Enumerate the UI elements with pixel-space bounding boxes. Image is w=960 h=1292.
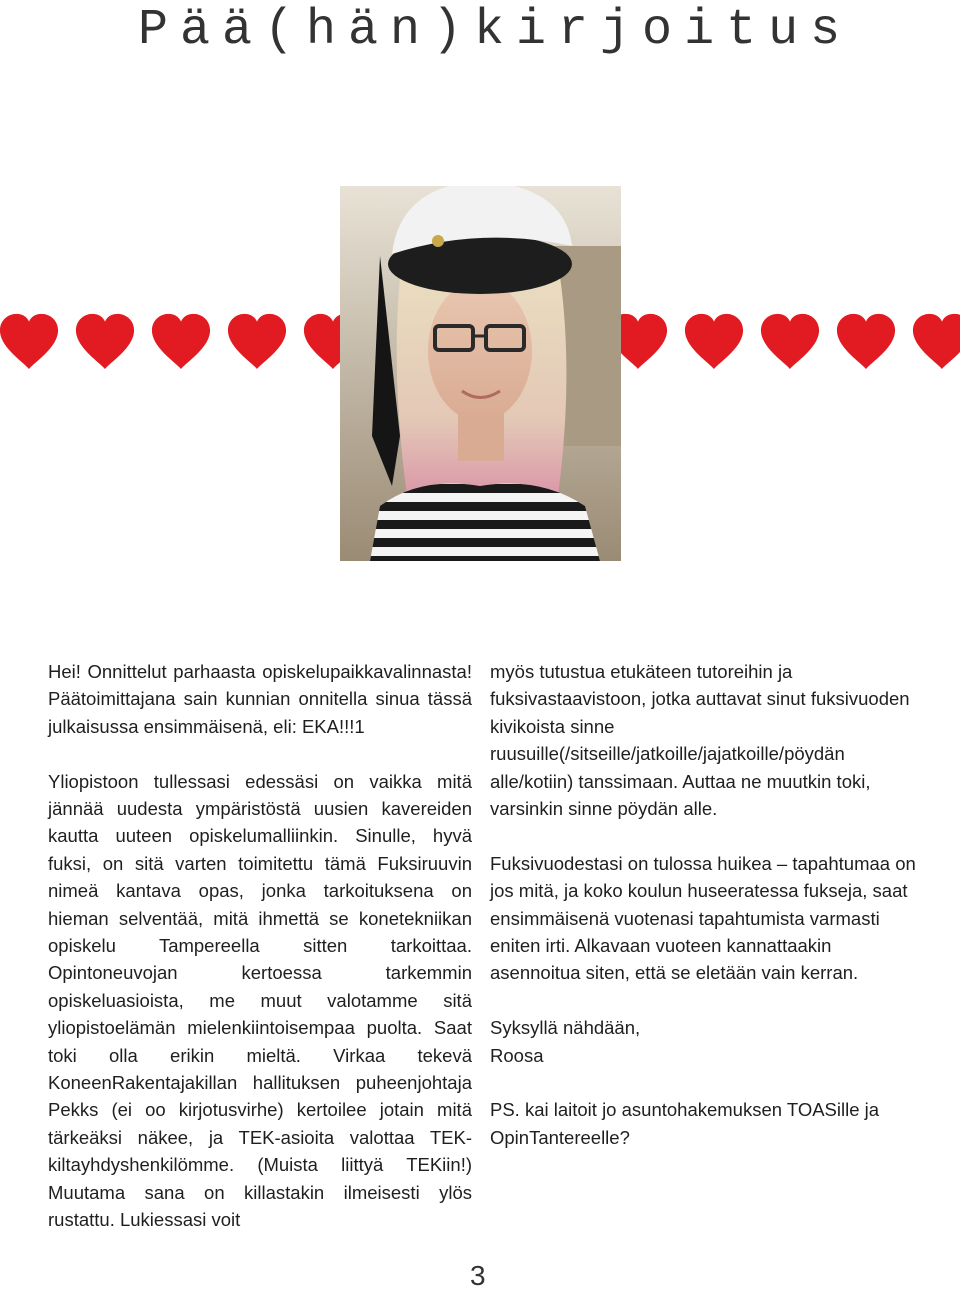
heart-icon [0,312,60,372]
heart-icon [911,312,960,372]
heart-icon [150,312,212,372]
paragraph: PS. kai laitoit jo asuntohakemuksen TOASille ja OpinTantereelle? [490,1099,880,1148]
heart-icon [226,312,288,372]
hearts-row-left [0,312,364,372]
paragraph: Syksyllä nähdään, [490,1017,641,1039]
paragraph: Fuksivuodestasi on tulossa huikea – tapahtumaa on jos mitä, ja koko koulun huseeratessa fukseja, saat ensimmäisenä vuotenasi tapahtumista varmasti eniten irti. Alkavaan vuoteen kannattaakin asennoitua siten, että se eletään vain kerran. [490,852,916,984]
heart-icon [835,312,897,372]
paragraph: Roosa [490,1044,544,1066]
paragraph: Yliopistoon tullessasi edessäsi on vaikka mitä jännää uudesta ympäristöstä uusien kavereiden kautta uuteen opiskelumalliinkin. Sinulle, hyvä fuksi, on sitä varten toimitettu tämä Fuksiruuvin nimeä kantava opas, jonka tarkoituksena on hieman selventää, mitä ihmettä se konetekniikan opiskelu Tampereella sitten tarkoittaa. Opintoneuvojan kertoessa tarkemmin opiskeluasioista, me muut valotamme sitä yliopistoelämän mielenkiintoisempaa puolta. Saat toki olla erikin mieltä. Virkaa tekevä KoneenRakentajakillan hallituksen puheenjohtaja Pekks (ei oo kirjotusvirhe) kertoilee jotain mitä tärkeäksi näkee, ja TEK-asioita valottaa TEK-kiltayhdyshenkilömme. (Muista liittyä TEKiin!) Muutama sana on killastakin ilmeisesti ylös rustattu. Lukiessasi voit [48,770,472,1231]
paragraph: Hei! Onnittelut parhaasta opiskelupaikkavalinnasta! Päätoimittajana sain kunnian onnitella sinua tässä julkaisussa ensimmäisenä, eli: EKA!!!1 [48,661,472,737]
page-title: Pää(hän)kirjoitus [138,2,853,59]
article-left-column [48,658,472,1234]
page-number: 3 [470,1260,486,1291]
hearts-row-right [607,312,960,372]
heart-icon [74,312,136,372]
heart-icon [683,312,745,372]
article-right-column [490,658,922,1151]
heart-icon [759,312,821,372]
portrait-photo [340,186,621,561]
paragraph: myös tutustua etukäteen tutoreihin ja fuksivastaavistoon, jotka auttavat sinut fuksivuoden kivikoista sinne ruusuille(/sitseille/jatkoille/jajatkoille/pöydän alle/kotiin) tanssimaan. Auttaa ne muutkin toki, varsinkin sinne pöydän alle. [490,661,910,820]
